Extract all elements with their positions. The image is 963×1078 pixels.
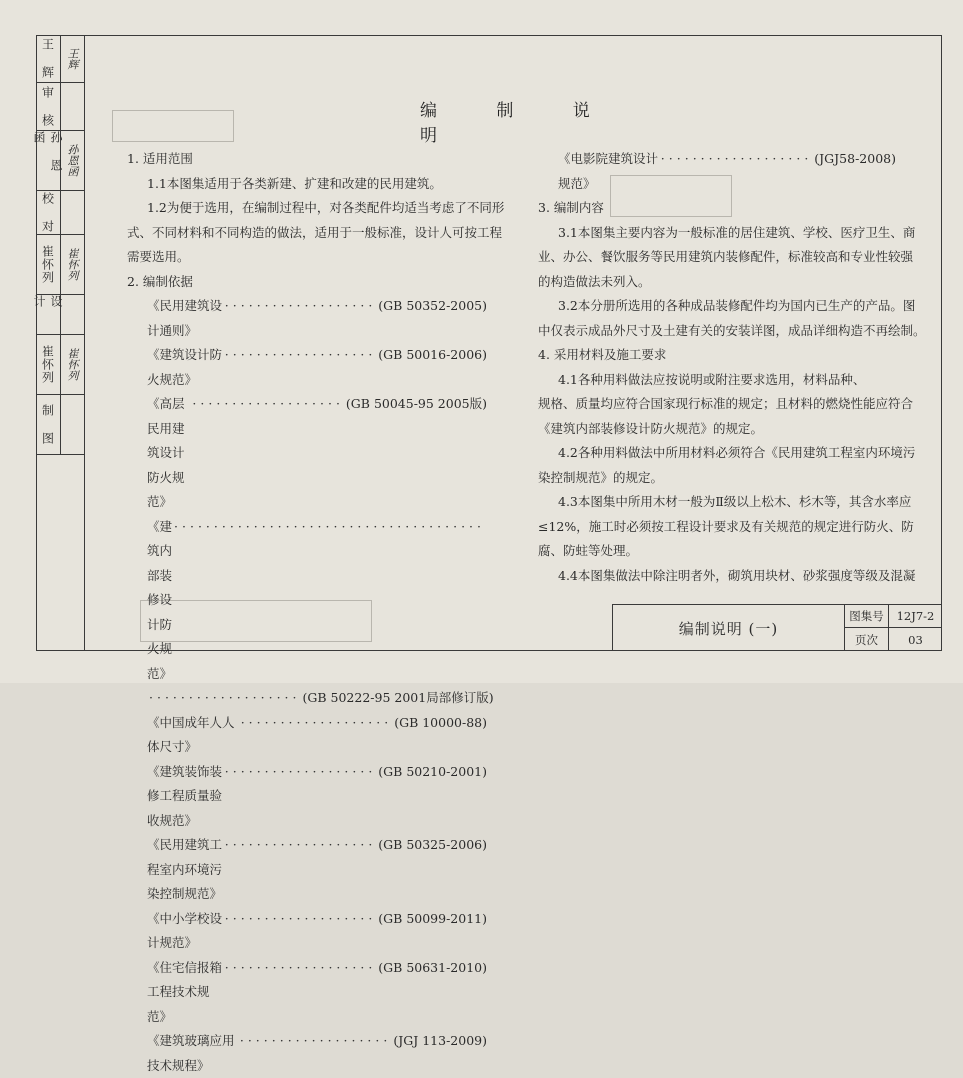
reference-name: 《高层民用建筑设计防火规范》 xyxy=(147,396,185,509)
sig-row xyxy=(36,335,84,395)
reference-code: (GB 50210-2001) xyxy=(378,763,487,779)
paragraph-line: ≤12%，施工时必须按工程设计要求及有关规范的规定进行防火、防 xyxy=(538,518,914,534)
reference-entry: 《建筑玻璃应用技术规程》 ··················· (JGJ 113-2009) xyxy=(127,1029,487,1078)
paragraph-line: 1.1本图集适用于各类新建、扩建和改建的民用建筑。 xyxy=(147,175,442,191)
reference-entry: 《建筑内部装修设计防火规范》 ······································· xyxy=(127,515,487,687)
paragraph-line: 4.4本图集做法中除注明者外，砌筑用块材、砂浆强度等级及混凝 xyxy=(558,567,916,583)
title-block xyxy=(612,604,942,651)
reference-name: 《民用建筑工程室内环境污染控制规范》 xyxy=(147,837,223,901)
sig-row xyxy=(36,191,84,235)
reference-code: (GB 50631-2010) xyxy=(378,959,487,975)
sig-row xyxy=(32,131,84,191)
handwritten-signature xyxy=(62,191,82,234)
sig-role-label: 设 计 xyxy=(32,295,63,308)
page-number-label: 页次 xyxy=(844,627,888,651)
sig-row xyxy=(36,35,84,83)
sig-role-label: 校 对 xyxy=(40,192,55,233)
reference-code: (GB 50016-2006) xyxy=(378,347,487,362)
handwritten-signature: 崔怀列 xyxy=(66,248,79,281)
paragraph-line: 的构造做法未列入。 xyxy=(538,273,651,289)
reference-entry: 《电影院建筑设计规范》 ··················· (JGJ58-2008) xyxy=(538,147,896,196)
paragraph-line: 4.2各种用料做法中所用材料必须符合《民用建筑工程室内环境污 xyxy=(558,445,916,460)
reference-code: (GB 10000-88) xyxy=(394,714,487,730)
reference-code: (JGJ 113-2009) xyxy=(393,1033,487,1048)
reference-entry: 《住宅信报箱工程技术规范》 ··················· (GB 50631-2010) xyxy=(127,956,487,1030)
reference-code: (GB 50045-95 2005版) xyxy=(345,396,487,411)
paragraph-line: 需要选用。 xyxy=(127,249,190,264)
sig-role-label: 崔怀列 xyxy=(40,245,55,284)
reference-name: 《建筑设计防火规范》 xyxy=(147,347,223,387)
paragraph-line: 3.2本分册所选用的各种成品装修配件均为国内已生产的产品。图 xyxy=(558,298,916,313)
handwritten-signature xyxy=(62,83,82,130)
sig-row xyxy=(36,235,84,295)
paragraph-line: 中仅表示成品外尺寸及土建有关的安装详图，成品详细构造不再绘制。 xyxy=(538,322,926,338)
reference-code: (GB 50222-95 2001局部修订版) xyxy=(302,690,494,705)
reference-name: 《建筑装饰装修工程质量验收规范》 xyxy=(147,763,223,828)
handwritten-signature xyxy=(62,395,82,454)
section-heading: 3. 编制内容 xyxy=(538,200,604,215)
reference-name: 《建筑玻璃应用技术规程》 xyxy=(147,1033,235,1073)
paragraph-line: 3.1本图集主要内容为一般标准的居住建筑、学校、医疗卫生、商 xyxy=(558,224,916,240)
paragraph-line: 腐、防蛀等处理。 xyxy=(538,543,639,558)
sig-role-label: 审 核 xyxy=(40,86,55,127)
reference-code: (JGJ58-2008) xyxy=(814,151,896,166)
paragraph-line: 业、办公、餐饮服务等民用建筑内装修配件，标准较高和专业性较强 xyxy=(538,249,914,264)
page-number-value: 03 xyxy=(888,627,942,651)
paragraph-line: 1.2为便于选用，在编制过程中，对各类配件均适当考虑了不同形 xyxy=(147,200,505,215)
reference-name: 《中国成年人人体尺寸》 xyxy=(147,714,235,754)
section-heading: 1. 适用范围 xyxy=(127,151,193,166)
left-text-column xyxy=(127,147,505,1078)
sig-role-label: 制 图 xyxy=(40,404,55,445)
reference-code: (GB 50099-2011) xyxy=(378,910,487,926)
reference-code: (GB 50352-2005) xyxy=(378,298,487,313)
reference-name: 《电影院建筑设计规范》 xyxy=(558,151,659,191)
reference-entry: 《民用建筑设计通则》 ··················· (GB 50352-2005) xyxy=(127,294,487,343)
right-text-column xyxy=(538,147,926,588)
sig-row xyxy=(36,395,84,455)
atlas-number-label: 图集号 xyxy=(844,604,888,627)
handwritten-signature: 王辉 xyxy=(66,47,79,70)
paragraph-line: 规格、质量均应符合国家现行标准的规定；且材料的燃烧性能应符合 xyxy=(538,396,914,411)
reference-entry: 《建筑装饰装修工程质量验收规范》 ··················· (GB 50210-2001) xyxy=(127,760,487,834)
reference-name: 《民用建筑设计通则》 xyxy=(147,298,223,338)
handwritten-signature: 崔怀列 xyxy=(66,348,79,381)
signature-column xyxy=(32,35,84,445)
reference-entry: 《高层民用建筑设计防火规范》 ··················· (GB 50045-95 2005版) xyxy=(127,392,487,515)
reference-name: 《住宅信报箱工程技术规范》 xyxy=(147,959,223,1024)
page-title: 编 制 说 明 xyxy=(420,101,617,146)
reference-entry: 《中国成年人人体尺寸》 ··················· (GB 10000-88) xyxy=(127,711,487,760)
sig-row xyxy=(32,295,84,335)
handwritten-signature xyxy=(62,295,82,334)
paragraph-line: 4.1各种用料做法应按说明或附注要求选用，材料品种、 xyxy=(558,371,866,387)
handwritten-signature: 孙恩函 xyxy=(66,144,79,177)
reference-entry: ··················· (GB 50222-95 2001局部修订版) xyxy=(127,686,487,711)
sheet-name: 编制说明 (一) xyxy=(612,604,844,651)
paragraph-line: 染控制规范》的规定。 xyxy=(538,469,664,485)
paragraph-line: 4.3本图集中所用木材一般为Ⅱ级以上松木、杉木等，其含水率应 xyxy=(558,494,912,509)
sig-role-label: 王 辉 xyxy=(40,38,55,79)
sig-row xyxy=(36,83,84,131)
reference-entry: 《建筑设计防火规范》 ··················· (GB 50016-2006) xyxy=(127,343,487,392)
paragraph-line: 《建筑内部装修设计防火规范》的规定。 xyxy=(538,420,764,436)
paragraph-line: 式、不同材料和不同构造的做法，适用于一般标准，设计人可按工程 xyxy=(127,224,503,240)
sig-role-label: 孙 恩 函 xyxy=(32,131,63,172)
reference-entry: 《民用建筑工程室内环境污染控制规范》 ··················· (GB 50325-2006) xyxy=(127,833,487,907)
sig-role-label: 崔怀列 xyxy=(40,345,55,384)
section-heading: 2. 编制依据 xyxy=(127,273,193,289)
reference-name: 《中小学校设计规范》 xyxy=(147,910,223,950)
section-heading: 4. 采用材料及施工要求 xyxy=(538,347,667,362)
reference-code: (GB 50325-2006) xyxy=(378,837,487,852)
atlas-number-value: 12J7-2 xyxy=(888,604,942,627)
reference-entry: 《中小学校设计规范》 ··················· (GB 50099-2011) xyxy=(127,907,487,956)
binding-margin-line xyxy=(84,35,85,651)
reference-name: 《建筑内部装修设计防火规范》 xyxy=(147,518,173,681)
